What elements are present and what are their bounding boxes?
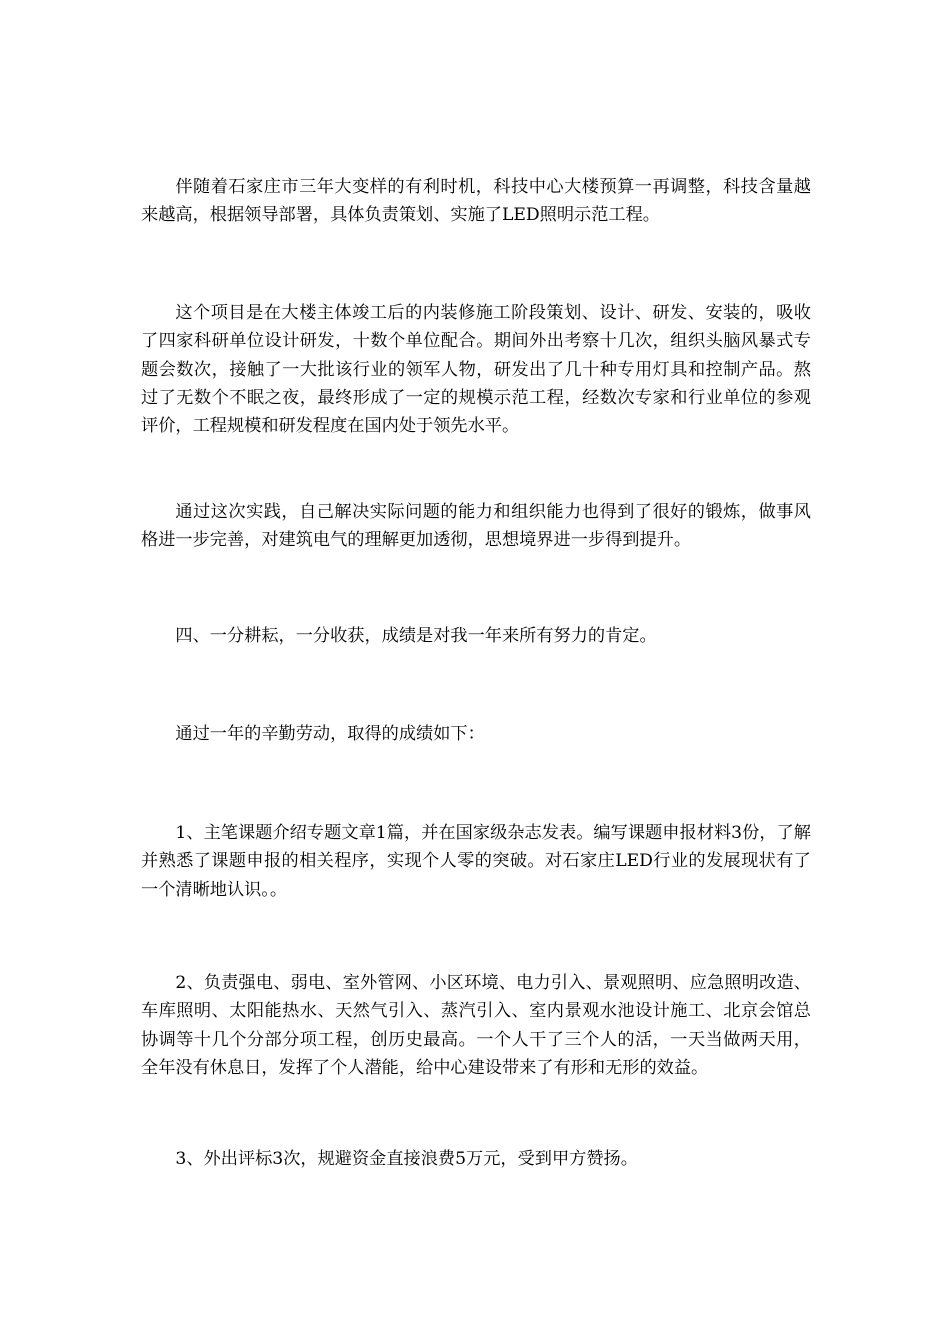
paragraph-led-project-intro: 伴随着石家庄市三年大变样的有利时机，科技中心大楼预算一再调整，科技含量越来越高，根据领导部署，具体负责策划、实施了LED照明示范工程。: [141, 177, 811, 226]
list-item-achievement-3: 3、外出评标3次，规避资金直接浪费5万元，受到甲方赞扬。: [175, 1149, 638, 1169]
paragraph-achievements-intro: 通过一年的辛勤劳动，取得的成绩如下：: [175, 724, 485, 744]
list-item-achievement-2: 2、负责强电、弱电、室外管网、小区环境、电力引入、景观照明、应急照明改造、车库照明、太阳能热水、天然气引入、蒸汽引入、室内景观水池设计施工、北京会馆总协调等十几个分部分项工程，创历史最高。一个人干了三个人的活，一天当做两天用，全年没有休息日，发挥了个人潜能，给中心建设带来了有形和无形的效益。: [141, 973, 811, 1078]
list-item-achievement-1: 1、主笔课题介绍专题文章1篇，并在国家级杂志发表。编写课题申报材料3份，了解并熟悉了课题申报的相关程序，实现个人零的突破。对石家庄LED行业的发展现状有了一个清晰地认识。。: [141, 823, 811, 900]
paragraph-project-details: 这个项目是在大楼主体竣工后的内装修施工阶段策划、设计、研发、安装的，吸收了四家科研单位设计研发，十数个单位配合。期间外出考察十几次，组织头脑风暴式专题会数次，接触了一大批该行业的领军人物，研发出了几十种专用灯具和控制产品。熬过了无数个不眠之夜，最终形成了一定的规模示范工程，经数次专家和行业单位的参观评价，工程规模和研发程度在国内处于领先水平。: [141, 303, 811, 437]
paragraph-practice-reflection: 通过这次实践，自己解决实际问题的能力和组织能力也得到了很好的锻炼，做事风格进一步完善，对建筑电气的理解更加透彻，思想境界进一步得到提升。: [141, 502, 811, 551]
section-heading-achievements: 四、一分耕耘，一分收获，成绩是对我一年来所有努力的肯定。: [175, 626, 657, 646]
